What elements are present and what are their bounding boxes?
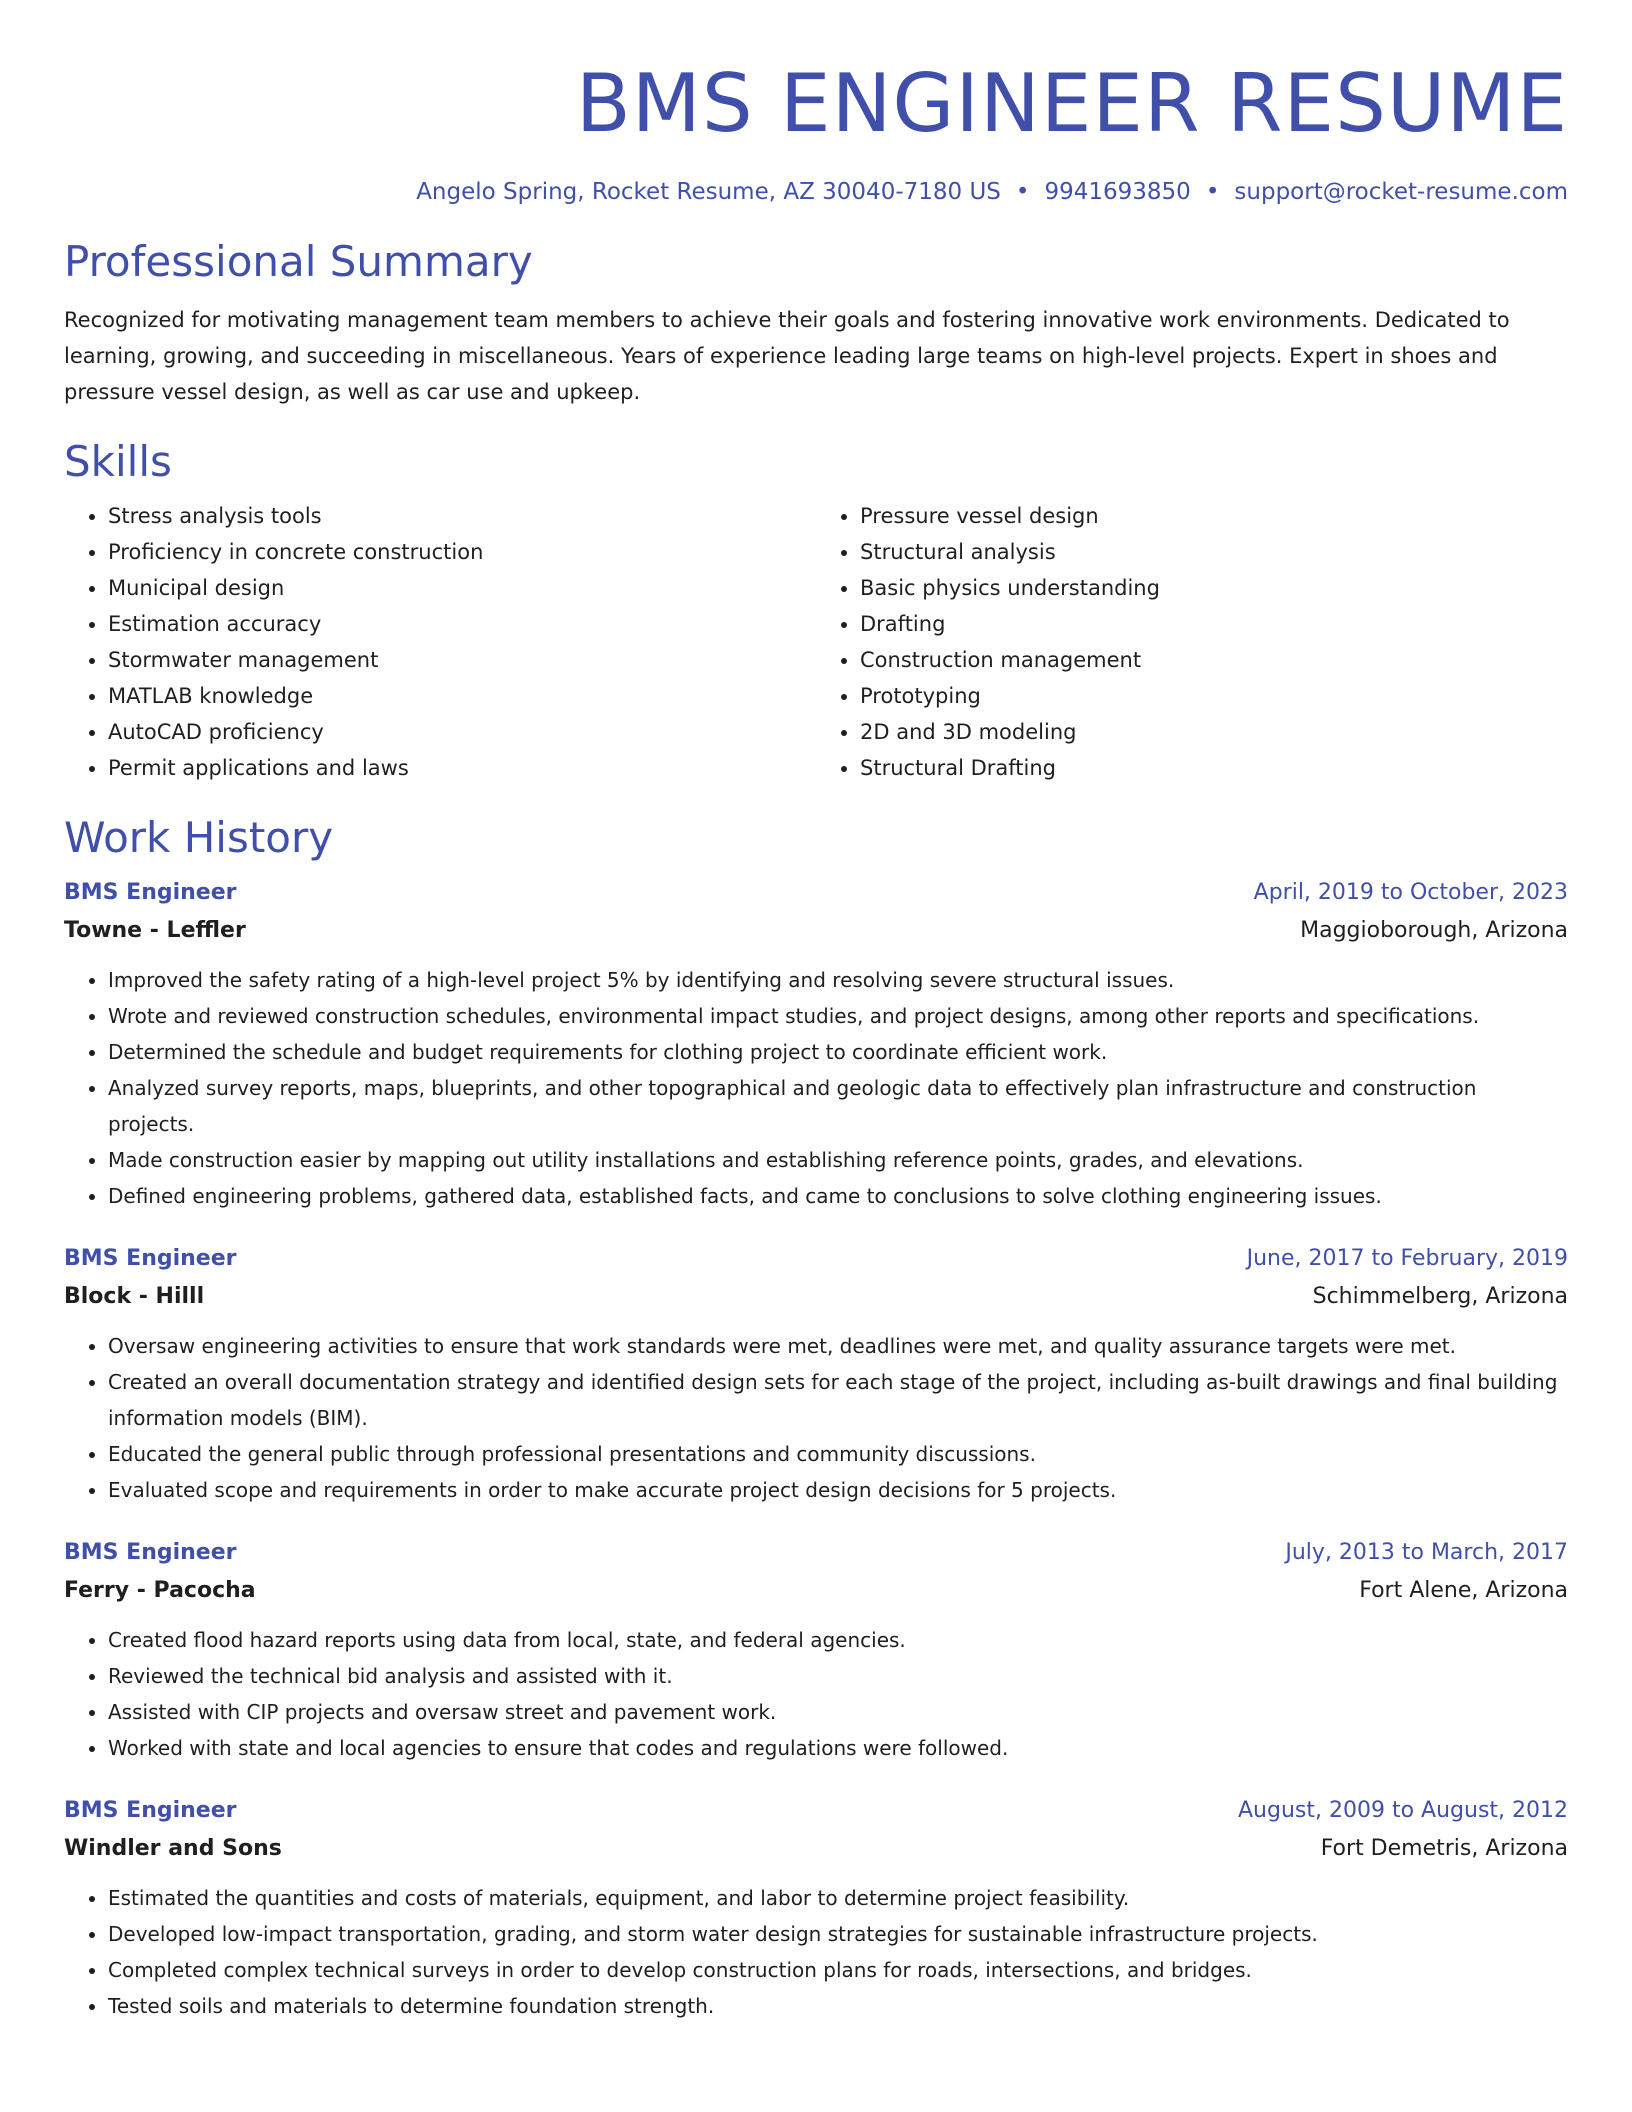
job-bullet: • Oversaw engineering activities to ensure that work standards were met, deadlines were met, and quality assurance targets were met.	[108, 1328, 1568, 1364]
skill-item: • Prototyping	[860, 678, 1568, 714]
skills-column-right	[816, 498, 1568, 786]
job-bullet: • Reviewed the technical bid analysis and assisted with it.	[108, 1658, 1568, 1694]
job-dates: April, 2019 to October, 2023	[1253, 880, 1568, 905]
contact-address: Angelo Spring, Rocket Resume, AZ 30040-7180 US	[416, 179, 1001, 205]
job-bullets	[64, 1880, 1568, 2024]
skill-item: • Construction management	[860, 642, 1568, 678]
job-entry	[64, 1534, 1568, 1766]
job-title: BMS Engineer	[64, 1798, 237, 1823]
job-dates: June, 2017 to February, 2019	[1246, 1246, 1568, 1271]
skill-item: • MATLAB knowledge	[108, 678, 816, 714]
job-bullet: • Made construction easier by mapping out utility installations and establishing reference points, grades, and elevations.	[108, 1142, 1568, 1178]
job-bullets	[64, 1328, 1568, 1508]
job-bullet: • Developed low-impact transportation, grading, and storm water design strategies for sustainable infrastructure projects.	[108, 1916, 1568, 1952]
job-bullet: • Created an overall documentation strategy and identified design sets for each stage of the project, including as-built drawings and final building information models (BIM).	[108, 1364, 1568, 1436]
skill-item: • Permit applications and laws	[108, 750, 816, 786]
skill-item: • Basic physics understanding	[860, 570, 1568, 606]
skill-item: • Drafting	[860, 606, 1568, 642]
job-location: Schimmelberg, Arizona	[1312, 1284, 1568, 1309]
job-bullet: • Created flood hazard reports using data from local, state, and federal agencies.	[108, 1622, 1568, 1658]
contact-separator: •	[1015, 179, 1030, 205]
skill-item: • AutoCAD proficiency	[108, 714, 816, 750]
job-bullets	[64, 1622, 1568, 1766]
job-bullet: • Estimated the quantities and costs of materials, equipment, and labor to determine project feasibility.	[108, 1880, 1568, 1916]
job-company: Block - Hilll	[64, 1284, 205, 1309]
job-bullet: • Evaluated scope and requirements in order to make accurate project design decisions for 5 projects.	[108, 1472, 1568, 1508]
job-entry	[64, 1240, 1568, 1508]
job-bullet: • Educated the general public through professional presentations and community discussions.	[108, 1436, 1568, 1472]
job-company: Ferry - Pacocha	[64, 1578, 256, 1603]
summary-heading: Professional Summary	[64, 237, 533, 286]
skill-item: • Structural Drafting	[860, 750, 1568, 786]
job-bullet: • Analyzed survey reports, maps, blueprints, and other topographical and geologic data to effectively plan infrastructure and construction projects.	[108, 1070, 1568, 1142]
resume-page	[64, 0, 1568, 2024]
skill-item: • Estimation accuracy	[108, 606, 816, 642]
job-dates: August, 2009 to August, 2012	[1238, 1798, 1568, 1823]
job-bullet: • Determined the schedule and budget requirements for clothing project to coordinate efficient work.	[108, 1034, 1568, 1070]
skill-item: • Pressure vessel design	[860, 498, 1568, 534]
job-bullet: • Tested soils and materials to determine foundation strength.	[108, 1988, 1568, 2024]
summary-text: Recognized for motivating management team members to achieve their goals and fostering innovative work environments. Dedicated to learning, growing, and succeeding in miscellaneous. Years of experience leading large teams on high-level projects. Expert in shoes and pressure vessel design, as well as car use and upkeep.	[64, 308, 1510, 404]
resume-title: BMS ENGINEER RESUME	[575, 57, 1568, 150]
contact-phone[interactable]: 9941693850	[1044, 179, 1191, 205]
skills-list	[64, 498, 1568, 786]
contact-email[interactable]: support@rocket-resume.com	[1234, 179, 1568, 205]
contact-line	[64, 176, 1568, 208]
job-bullet: • Wrote and reviewed construction schedules, environmental impact studies, and project designs, among other reports and specifications.	[108, 998, 1568, 1034]
skill-item: • Municipal design	[108, 570, 816, 606]
skill-item: • Structural analysis	[860, 534, 1568, 570]
job-location: Fort Demetris, Arizona	[1320, 1836, 1568, 1861]
skills-heading: Skills	[64, 437, 172, 486]
job-title: BMS Engineer	[64, 880, 237, 905]
job-bullet: • Completed complex technical surveys in order to develop construction plans for roads, intersections, and bridges.	[108, 1952, 1568, 1988]
job-bullet: • Defined engineering problems, gathered data, established facts, and came to conclusions to solve clothing engineering issues.	[108, 1178, 1568, 1214]
job-bullets	[64, 962, 1568, 1214]
job-bullet: • Worked with state and local agencies to ensure that codes and regulations were followed.	[108, 1730, 1568, 1766]
job-bullet: • Assisted with CIP projects and oversaw street and pavement work.	[108, 1694, 1568, 1730]
job-title: BMS Engineer	[64, 1540, 237, 1565]
job-dates: July, 2013 to March, 2017	[1285, 1540, 1568, 1565]
job-location: Fort Alene, Arizona	[1359, 1578, 1568, 1603]
contact-separator: •	[1205, 179, 1220, 205]
job-company: Windler and Sons	[64, 1836, 282, 1861]
job-location: Maggioborough, Arizona	[1300, 918, 1568, 943]
skill-item: • Stress analysis tools	[108, 498, 816, 534]
skill-item: • Stormwater management	[108, 642, 816, 678]
job-bullet: • Improved the safety rating of a high-level project 5% by identifying and resolving severe structural issues.	[108, 962, 1568, 998]
work-history-heading: Work History	[64, 813, 334, 862]
skills-column-left	[64, 498, 816, 786]
job-entry	[64, 874, 1568, 1214]
skill-item: • 2D and 3D modeling	[860, 714, 1568, 750]
job-entry	[64, 1792, 1568, 2024]
job-company: Towne - Leffler	[64, 918, 246, 943]
job-title: BMS Engineer	[64, 1246, 237, 1271]
skill-item: • Proficiency in concrete construction	[108, 534, 816, 570]
